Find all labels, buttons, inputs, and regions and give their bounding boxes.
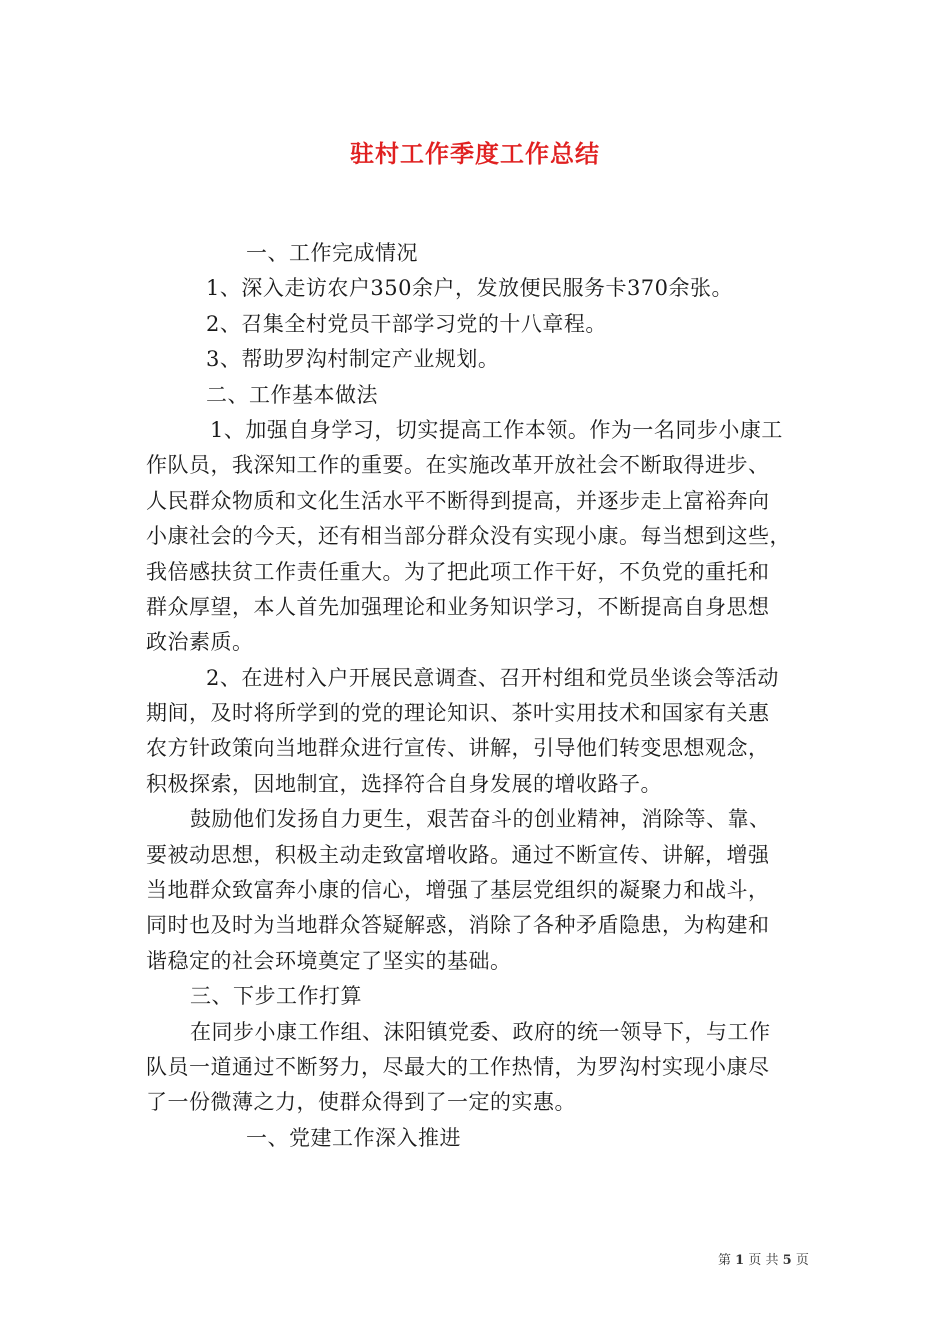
section-heading-1: 一、工作完成情况: [246, 241, 418, 265]
paragraph-line: 当地群众致富奔小康的信心，增强了基层党组织的凝聚力和战斗，: [146, 878, 770, 903]
paragraph-line: 鼓励他们发扬自力更生，艰苦奋斗的创业精神，消除等、靠、: [190, 807, 771, 832]
paragraph-line: 1、深入走访农户350余户，发放便民服务卡370余张。: [206, 276, 734, 301]
paragraph-line: 了一份微薄之力，使群众得到了一定的实惠。: [146, 1090, 576, 1115]
section-heading-3: 三、下步工作打算: [190, 984, 362, 1009]
paragraph-line: 小康社会的今天，还有相当部分群众没有实现小康。每当想到这些，: [146, 524, 791, 549]
paragraph-line: 期间，及时将所学到的党的理论知识、茶叶实用技术和国家有关惠: [146, 701, 770, 726]
paragraph-line: 我倍感扶贫工作责任重大。为了把此项工作干好，不负党的重托和: [146, 559, 770, 584]
paragraph-line: 1、加强自身学习，切实提高工作本领。作为一名同步小康工: [210, 417, 783, 442]
paragraph-line: 2、召集全村党员干部学习党的十八章程。: [206, 311, 607, 336]
paragraph-line: 积极探索，因地制宜，选择符合自身发展的增收路子。: [146, 771, 662, 796]
paragraph-line: 要被动思想，积极主动走致富增收路。通过不断宣传、讲解，增强: [146, 842, 770, 867]
footer-prefix: 第: [718, 1253, 732, 1268]
section-heading-4: 一、党建工作深入推进: [246, 1125, 461, 1150]
paragraph-line: 队员一道通过不断努力，尽最大的工作热情，为罗沟村实现小康尽: [146, 1054, 770, 1079]
paragraph-line: 作队员，我深知工作的重要。在实施改革开放社会不断取得进步、: [146, 453, 770, 478]
footer-middle: 页 共: [748, 1253, 779, 1268]
paragraph-line: 谐稳定的社会环境奠定了坚实的基础。: [146, 948, 512, 973]
total-pages-number: 5: [782, 1253, 792, 1268]
paragraph-line: 人民群众物质和文化生活水平不断得到提高，并逐步走上富裕奔向: [146, 488, 770, 513]
paragraph-line: 政治素质。: [146, 630, 254, 655]
paragraph-line: 2、在进村入户开展民意调查、召开村组和党员坐谈会等活动: [206, 665, 779, 690]
footer-suffix: 页: [795, 1253, 809, 1268]
paragraph-line: 3、帮助罗沟村制定产业规划。: [206, 347, 500, 372]
current-page-number: 1: [735, 1253, 745, 1268]
document-title: 驻村工作季度工作总结: [350, 139, 600, 168]
paragraph-line: 群众厚望，本人首先加强理论和业务知识学习，不断提高自身思想: [146, 594, 770, 619]
paragraph-line: 在同步小康工作组、沫阳镇党委、政府的统一领导下，与工作: [190, 1019, 771, 1044]
section-heading-2: 二、工作基本做法: [206, 382, 378, 407]
paragraph-line: 同时也及时为当地群众答疑解惑，消除了各种矛盾隐患，为构建和: [146, 913, 770, 938]
page-footer: [718, 1249, 809, 1268]
paragraph-line: 农方针政策向当地群众进行宣传、讲解，引导他们转变思想观念，: [146, 736, 770, 761]
document-body: [146, 236, 810, 1156]
